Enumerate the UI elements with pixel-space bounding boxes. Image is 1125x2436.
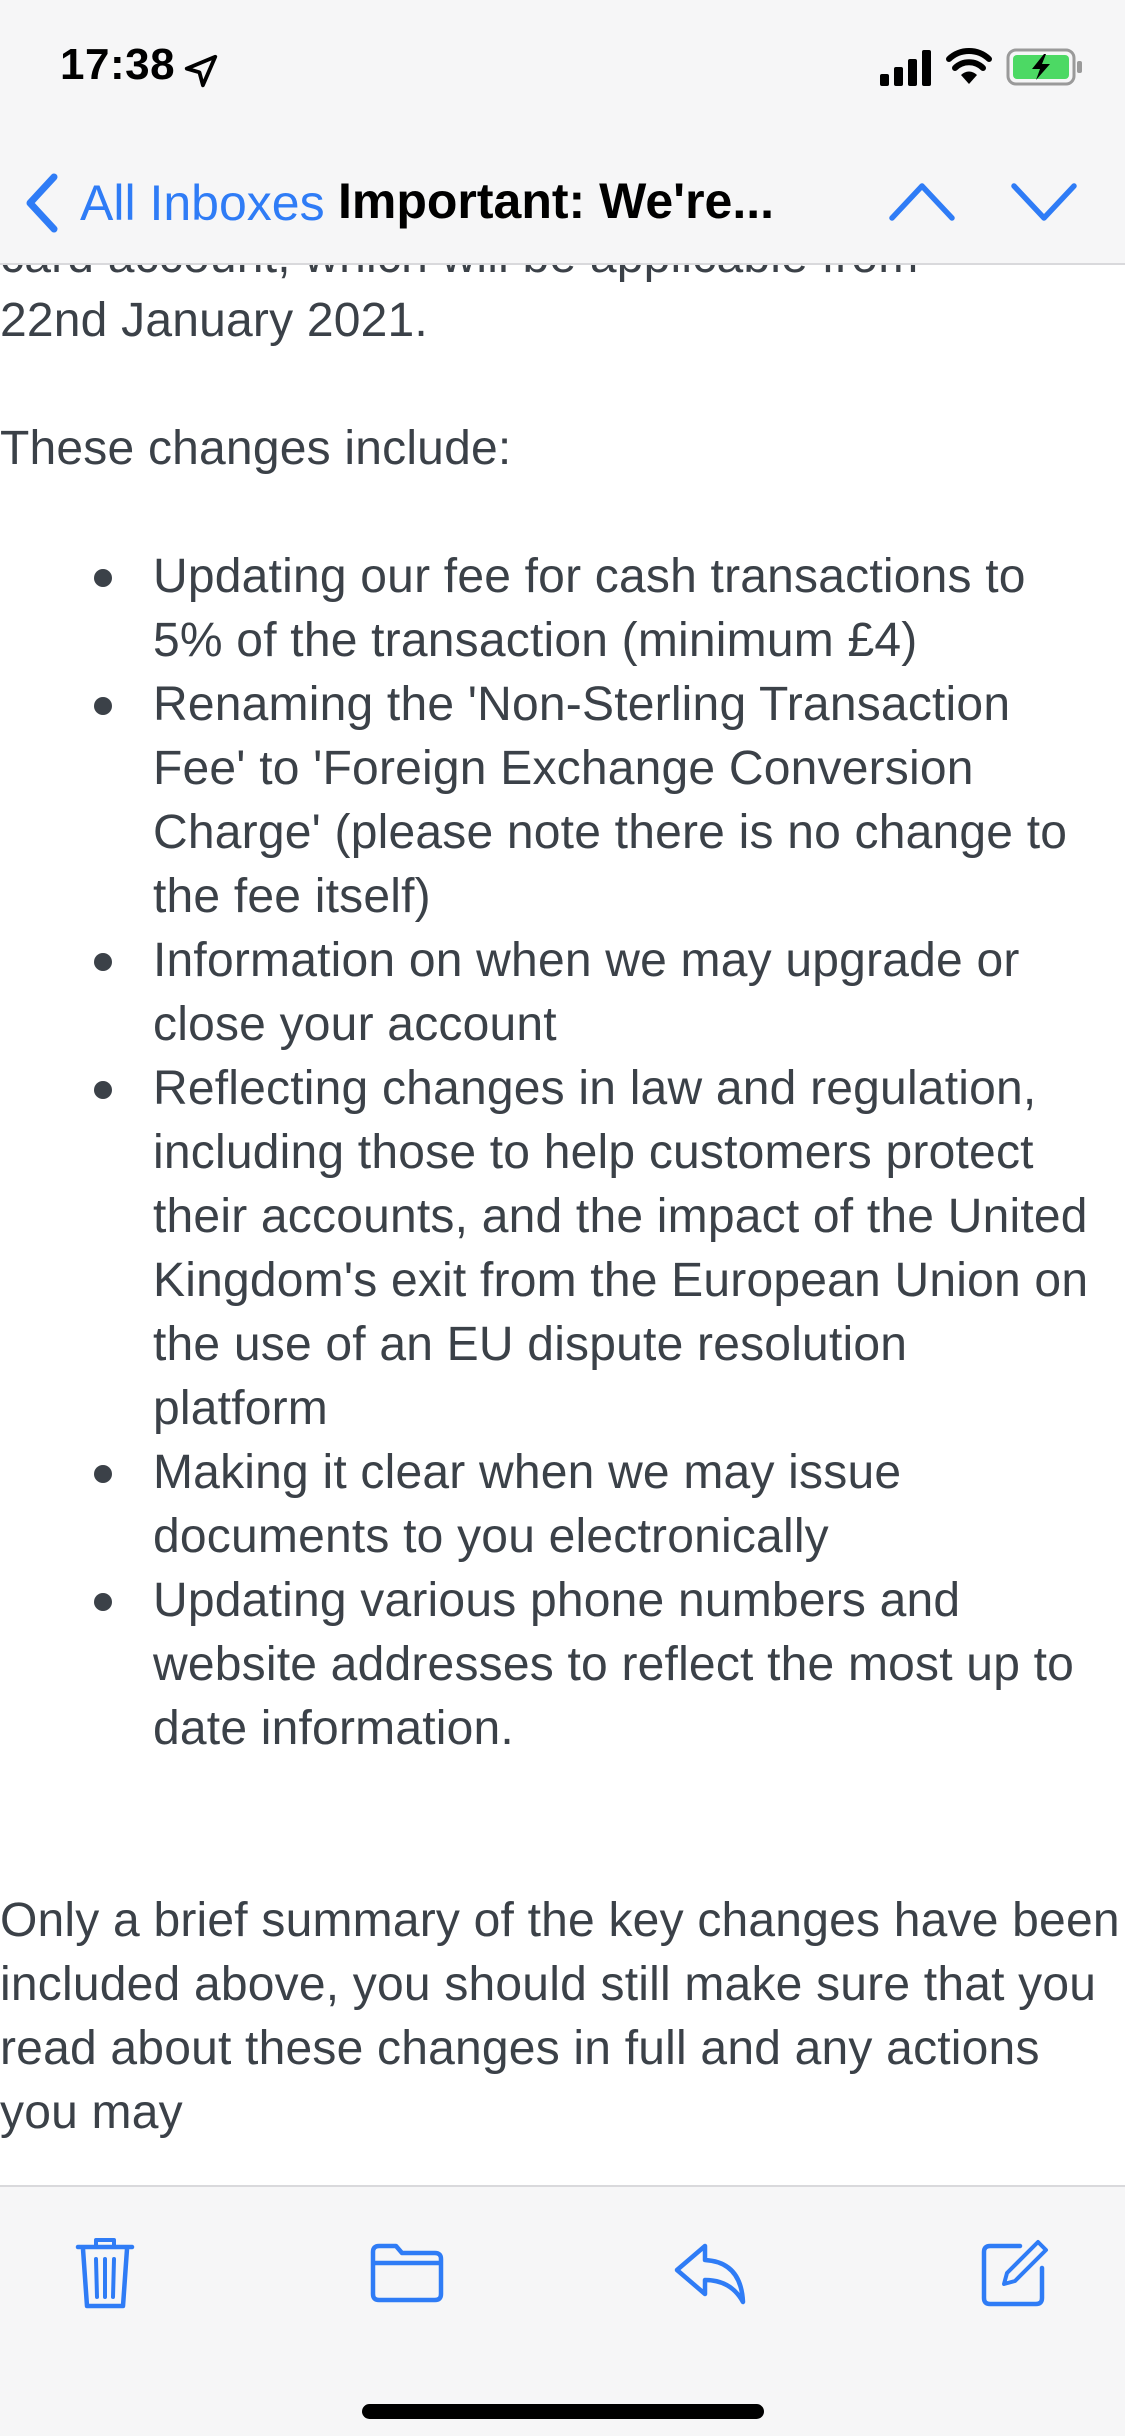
list-item-text: Updating our fee for cash transactions to 5% of the transaction (minimum £4) [153,550,1026,667]
list-item [0,545,1125,673]
chevron-down-icon[interactable] [1008,174,1080,230]
changes-heading: These changes include: [0,422,512,475]
reply-button[interactable] [666,2233,756,2313]
cellular-signal-icon [880,50,932,86]
list-item-text: Making it clear when we may issue documents to you electronically [153,1446,902,1563]
move-to-folder-button[interactable] [362,2233,452,2313]
summary-paragraph: Only a brief summary of the key changes have been included above, you should still make sure that you read about these changes in full and any actions you may [0,1894,1120,2139]
list-item-text: Reflecting changes in law and regulation, including those to help customers protect their accounts, and the impact of the United Kingdom's exit from the European Union on the use of an EU dispute resolution platform [153,1062,1089,1435]
list-item [0,1057,1125,1441]
list-item [0,929,1125,1057]
navigation-bar [0,140,1125,265]
back-button-label: All Inboxes [80,175,325,231]
list-item [0,1569,1125,1761]
reply-icon [673,2240,749,2306]
intro-line-2: 22nd January 2021. [0,294,428,347]
bullet-point [94,1465,112,1483]
trash-button[interactable] [60,2233,150,2313]
list-item [0,1441,1125,1569]
status-bar [0,0,1125,140]
compose-icon [980,2238,1050,2308]
chevron-up-icon[interactable] [886,174,958,230]
battery-charging-icon [1006,48,1084,86]
changes-list [0,545,1125,1761]
bottom-toolbar [0,2185,1125,2436]
bullet-point [94,1081,112,1099]
status-time: 17:38 [60,40,176,89]
list-item-text: Renaming the 'Non-Sterling Transaction Fee' to 'Foreign Exchange Conversion Charge' (please note there is no change to the fee itself) [153,678,1068,923]
wifi-icon [946,46,992,86]
bullet-point [94,1593,112,1611]
folder-icon [369,2242,445,2304]
trash-icon [76,2237,134,2309]
home-indicator [362,2404,764,2419]
location-arrow-icon [182,52,220,90]
list-item-text: Information on when we may upgrade or close your account [153,934,1020,1051]
compose-button[interactable] [970,2233,1060,2313]
email-content [0,225,1125,2145]
list-item-text: Updating various phone numbers and website addresses to reflect the most up to date information. [153,1574,1075,1755]
bullet-point [94,697,112,715]
back-button[interactable] [20,168,325,238]
email-subject-title: Important: We're... [338,173,775,229]
chevron-left-icon [20,171,64,235]
bullet-point [94,569,112,587]
list-item [0,673,1125,929]
email-body[interactable] [0,265,1125,2185]
bullet-point [94,953,112,971]
